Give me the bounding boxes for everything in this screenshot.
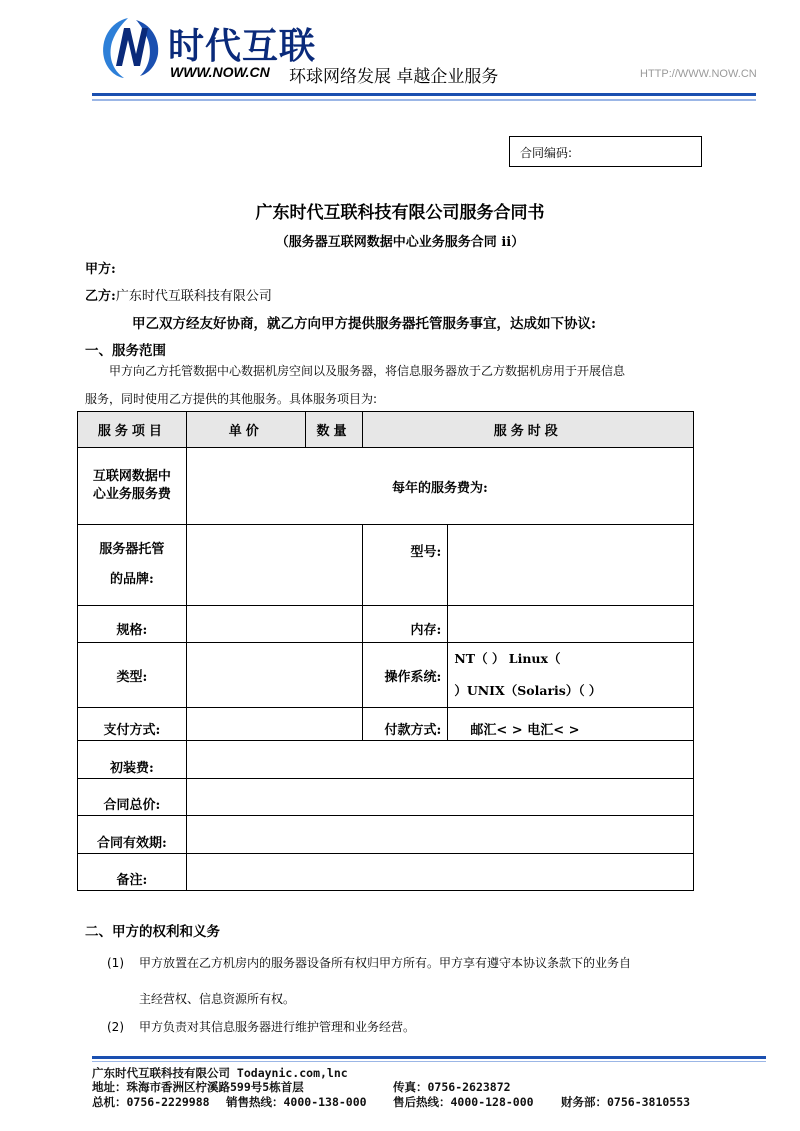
table-row: [78, 643, 694, 708]
header-divider: [92, 93, 756, 96]
brand-name: 时代互联: [168, 26, 317, 67]
total-price-value-cell[interactable]: [186, 779, 693, 816]
page-title: 广东时代互联科技有限公司服务合同书: [255, 203, 545, 223]
footer-divider-secondary: [92, 1061, 766, 1062]
section1-heading: 一、服务范围: [85, 343, 166, 359]
table-header-row: [78, 412, 694, 448]
logo-emblem-icon: [98, 14, 162, 80]
header-slogan: 环球网络发展 卓越企业服务: [289, 67, 499, 87]
brand-label-line2: 的品牌:: [110, 572, 154, 587]
validity-label: 合同有效期:: [78, 816, 187, 854]
list-item-text-cont: 主经营权、信息资源所有权。: [139, 992, 296, 1006]
party-b-label: 乙方:: [85, 289, 116, 304]
brand-value-cell[interactable]: [186, 525, 362, 606]
header-unit-price: 单价: [186, 412, 305, 448]
payment-mode-options[interactable]: 邮汇< > 电汇< >: [448, 708, 694, 741]
list-item-number: (2): [107, 1020, 124, 1034]
table-row: [78, 816, 694, 854]
header-quantity: 数量: [305, 412, 362, 448]
table-row: [78, 854, 694, 891]
brand-url[interactable]: WWW.NOW.CN: [170, 64, 270, 80]
header-site-url[interactable]: HTTP://WWW.NOW.CN: [640, 68, 757, 80]
section2-heading: 二、甲方的权利和义务: [85, 924, 220, 940]
table-row: [78, 606, 694, 643]
intro-text: 甲乙双方经友好协商，就乙方向甲方提供服务器托管服务事宜，达成如下协议:: [132, 316, 596, 332]
validity-value-cell[interactable]: [186, 816, 693, 854]
footer-address: 地址：珠海市香洲区柠溪路599号5栋首层: [92, 1080, 304, 1094]
party-b-value: 广东时代互联科技有限公司: [115, 289, 272, 304]
annual-fee-label: 每年的服务费为:: [392, 480, 488, 496]
remarks-value-cell[interactable]: [186, 854, 693, 891]
footer-divider: [92, 1056, 766, 1059]
type-value-cell[interactable]: [186, 643, 362, 708]
service-table: [77, 411, 694, 891]
footer-main-phone: 总机：0756-2229988: [92, 1095, 210, 1109]
contract-code-field[interactable]: [509, 136, 702, 167]
type-label: 类型:: [78, 643, 187, 708]
footer-fax: 传真：0756-2623872: [393, 1080, 511, 1094]
footer-company: 广东时代互联科技有限公司 Todaynic.com,lnc: [92, 1066, 348, 1080]
setup-fee-value-cell[interactable]: [186, 741, 693, 779]
annual-fee-cell[interactable]: [186, 448, 693, 525]
footer-after-sales-hotline: 售后热线：4000-128-000: [393, 1095, 534, 1109]
table-row: [78, 525, 694, 606]
os-options-cell[interactable]: [448, 643, 694, 708]
party-a-label: 甲方:: [85, 262, 116, 277]
brand-label-line1: 服务器托管: [99, 542, 165, 557]
total-price-label: 合同总价:: [78, 779, 187, 816]
spec-label: 规格:: [78, 606, 187, 643]
list-item-number: (1): [107, 956, 124, 970]
list-item-text: 甲方放置在乙方机房内的服务器设备所有权归甲方所有。甲方享有遵守本协议条款下的业务自: [139, 956, 632, 970]
footer-sales-hotline: 销售热线：4000-138-000: [226, 1095, 367, 1109]
model-value-cell[interactable]: [448, 525, 694, 606]
page-subtitle: （服务器互联网数据中心业务服务合同 ii）: [275, 235, 525, 250]
brand-label-cell: [78, 525, 187, 606]
payment-method-value-cell[interactable]: [186, 708, 362, 741]
header-divider-secondary: [92, 99, 756, 101]
model-label: 型号:: [362, 525, 448, 606]
memory-value-cell[interactable]: [448, 606, 694, 643]
table-row: [78, 741, 694, 779]
os-options-line1: NT（ ） Linux（: [454, 651, 561, 666]
os-options-line2: ）UNIX（Solaris）（ ）: [454, 683, 602, 698]
section1-para-line2: 服务，同时使用乙方提供的其他服务。具体服务项目为:: [85, 392, 378, 406]
header-service-period: 服务时段: [362, 412, 694, 448]
spec-value-cell[interactable]: [186, 606, 362, 643]
idc-fee-label: 互联网数据中心业务服务费: [78, 448, 187, 525]
os-label: 操作系统:: [362, 643, 448, 708]
payment-mode-label: 付款方式:: [362, 708, 448, 741]
table-row: [78, 779, 694, 816]
party-a: [85, 258, 116, 277]
contract-code-label: 合同编码:: [520, 146, 573, 160]
table-row: [78, 708, 694, 741]
company-logo: [98, 14, 162, 80]
list-item-text: 甲方负责对其信息服务器进行维护管理和业务经营。: [139, 1020, 416, 1034]
setup-fee-label: 初装费:: [78, 741, 187, 779]
header-service-item: 服务项目: [78, 412, 187, 448]
footer-finance: 财务部：0756-3810553: [561, 1095, 691, 1109]
payment-method-label: 支付方式:: [78, 708, 187, 741]
table-row: [78, 448, 694, 525]
section1-para-line1: 甲方向乙方托管数据中心数据机房空间以及服务器，将信息服务器放于乙方数据机房用于开展信息: [109, 364, 626, 378]
remarks-label: 备注:: [78, 854, 187, 891]
memory-label: 内存:: [362, 606, 448, 643]
party-b: [85, 285, 272, 304]
